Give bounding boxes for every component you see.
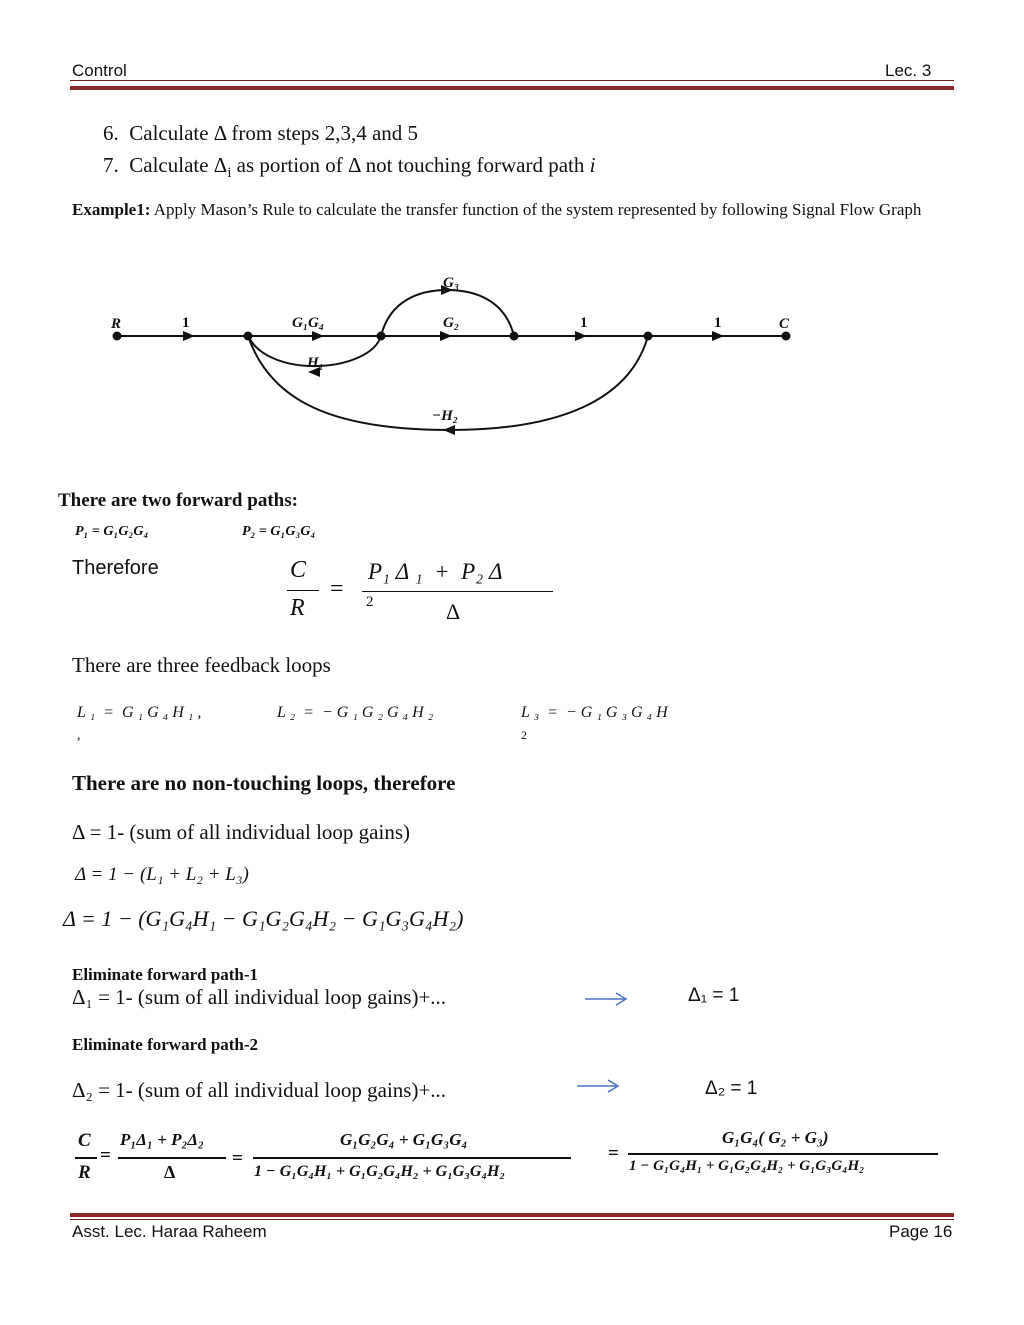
loop-l2: L ₂ = − G ₁ G ₂ G ₄ H ₂: [277, 704, 434, 721]
tf-num-sub: 2: [366, 594, 374, 610]
arrow-1: [575, 331, 587, 341]
final-bar-f2: [253, 1157, 571, 1159]
loop-l3-sub: 2: [521, 728, 527, 742]
label-g2: G₂: [443, 315, 460, 331]
label-c: C: [779, 316, 790, 332]
node-c: [782, 332, 791, 341]
label-r: R: [111, 316, 122, 332]
elim2-result: Δ₂ = 1: [705, 1078, 758, 1099]
step-7: 7. Calculate $\Delta_i$ as portion of Δ not touching forward path i: [103, 153, 596, 182]
node-1: [244, 332, 253, 341]
loop-l1: L ₁ = G ₁ G ₄ H ₁ ,: [77, 704, 202, 721]
label-neg-h2: −H₂: [432, 408, 458, 424]
footer-left: Asst. Lec. Haraa Raheem: [72, 1222, 267, 1241]
delta-definition: Δ = 1- (sum of all individual loop gains): [72, 820, 410, 844]
forward-paths-heading: There are two forward paths:: [58, 490, 298, 511]
header-rule-thin: [70, 80, 954, 81]
arrow-1b: [712, 331, 724, 341]
delta-eq1: Δ = 1 − (L₁ + L₂ + L₃): [75, 864, 249, 885]
final-f2-den: 1 − G₁G₄H₁ + G₁G₂G₄H₂ + G₁G₃G₄H₂: [254, 1163, 506, 1180]
final-f1-den: Δ: [164, 1162, 176, 1182]
final-c: C: [78, 1130, 91, 1151]
final-r: R: [78, 1162, 91, 1183]
arrow-r-1: [183, 331, 195, 341]
delta-eq2: Δ = 1 − (G₁G₄H₁ − G₁G₂G₄H₂ − G₁G₃G₄H₂): [63, 906, 464, 931]
final-bar-f3: [628, 1153, 938, 1155]
header-rule-thick: [70, 86, 954, 90]
node-2: [377, 332, 386, 341]
node-3: [510, 332, 519, 341]
footer-rule-thick: [70, 1213, 954, 1217]
elim2-heading: Eliminate forward path-2: [72, 1035, 259, 1054]
tf-bar-right: [362, 591, 553, 592]
arrow-h2: [443, 425, 455, 435]
final-f2-num: G₁G₂G₄ + G₁G₃G₄: [340, 1130, 468, 1149]
label-h1: H₁: [307, 355, 324, 371]
final-eq2: =: [232, 1148, 243, 1169]
therefore-label: Therefore: [72, 557, 159, 579]
final-bar-cr: [75, 1157, 97, 1159]
elim1-text: Δ₁ = 1- (sum of all individual loop gains)+...: [72, 985, 447, 1009]
non-touching-heading: There are no non-touching loops, therefore: [72, 771, 456, 795]
final-eq3: =: [608, 1143, 619, 1164]
signal-flow-graph: [0, 260, 1024, 440]
arrow-g1g4: [312, 331, 324, 341]
p1: P₁ = G₁G₂G₄: [75, 524, 149, 539]
footer-right: Page 16: [889, 1222, 953, 1241]
tf-c: C: [290, 557, 307, 583]
final-eq1: =: [100, 1145, 111, 1166]
tf-num: P₁ Δ ₁ + P₂ Δ: [368, 559, 503, 584]
final-bar-f1: [118, 1157, 226, 1159]
step-6: 6. Calculate Δ from steps 2,3,4 and 5: [103, 121, 419, 145]
label-one-b: 1: [580, 315, 588, 331]
label-one-c: 1: [714, 315, 722, 331]
elim1-result: Δ₁ = 1: [688, 985, 740, 1006]
arrow-g2: [440, 331, 452, 341]
elim1-arrow: [584, 991, 630, 1007]
example-text: Example1: Apply Mason’s Rule to calculate the transfer function of the system represented by following Signal Flow Graph: [72, 200, 922, 219]
elim2-arrow: [576, 1078, 622, 1094]
elim2-text: Δ₂ = 1- (sum of all individual loop gains)+...: [72, 1078, 447, 1102]
tf-den: Δ: [446, 599, 461, 624]
loops-intro: There are three feedback loops: [72, 653, 331, 677]
footer-rule-thin: [70, 1219, 954, 1220]
tf-eq: =: [330, 576, 344, 602]
final-f3-num: G₁G₄( G₂ + G₃): [722, 1128, 829, 1147]
final-f1-num: P₁Δ₁ + P₂Δ₂: [120, 1130, 204, 1149]
tf-r: R: [290, 595, 305, 621]
header-left: Control: [72, 61, 127, 80]
final-f3-den: 1 − G₁G₄H₁ + G₁G₂G₄H₂ + G₁G₃G₄H₂: [629, 1158, 865, 1174]
label-g1g4: G₁G₄: [292, 315, 325, 331]
node-r: [113, 332, 122, 341]
loop-l3: L ₃ = − G ₁ G ₃ G ₄ H: [521, 704, 668, 721]
tf-bar-left: [287, 590, 319, 591]
label-one-a: 1: [182, 315, 190, 331]
p2: P₂ = G₁G₃G₄: [242, 524, 316, 539]
label-g3: G₃: [443, 275, 460, 291]
header-right: Lec. 3: [885, 61, 932, 80]
elim1-heading: Eliminate forward path-1: [72, 965, 259, 984]
loop-comma: ,: [77, 728, 81, 743]
node-4: [644, 332, 653, 341]
